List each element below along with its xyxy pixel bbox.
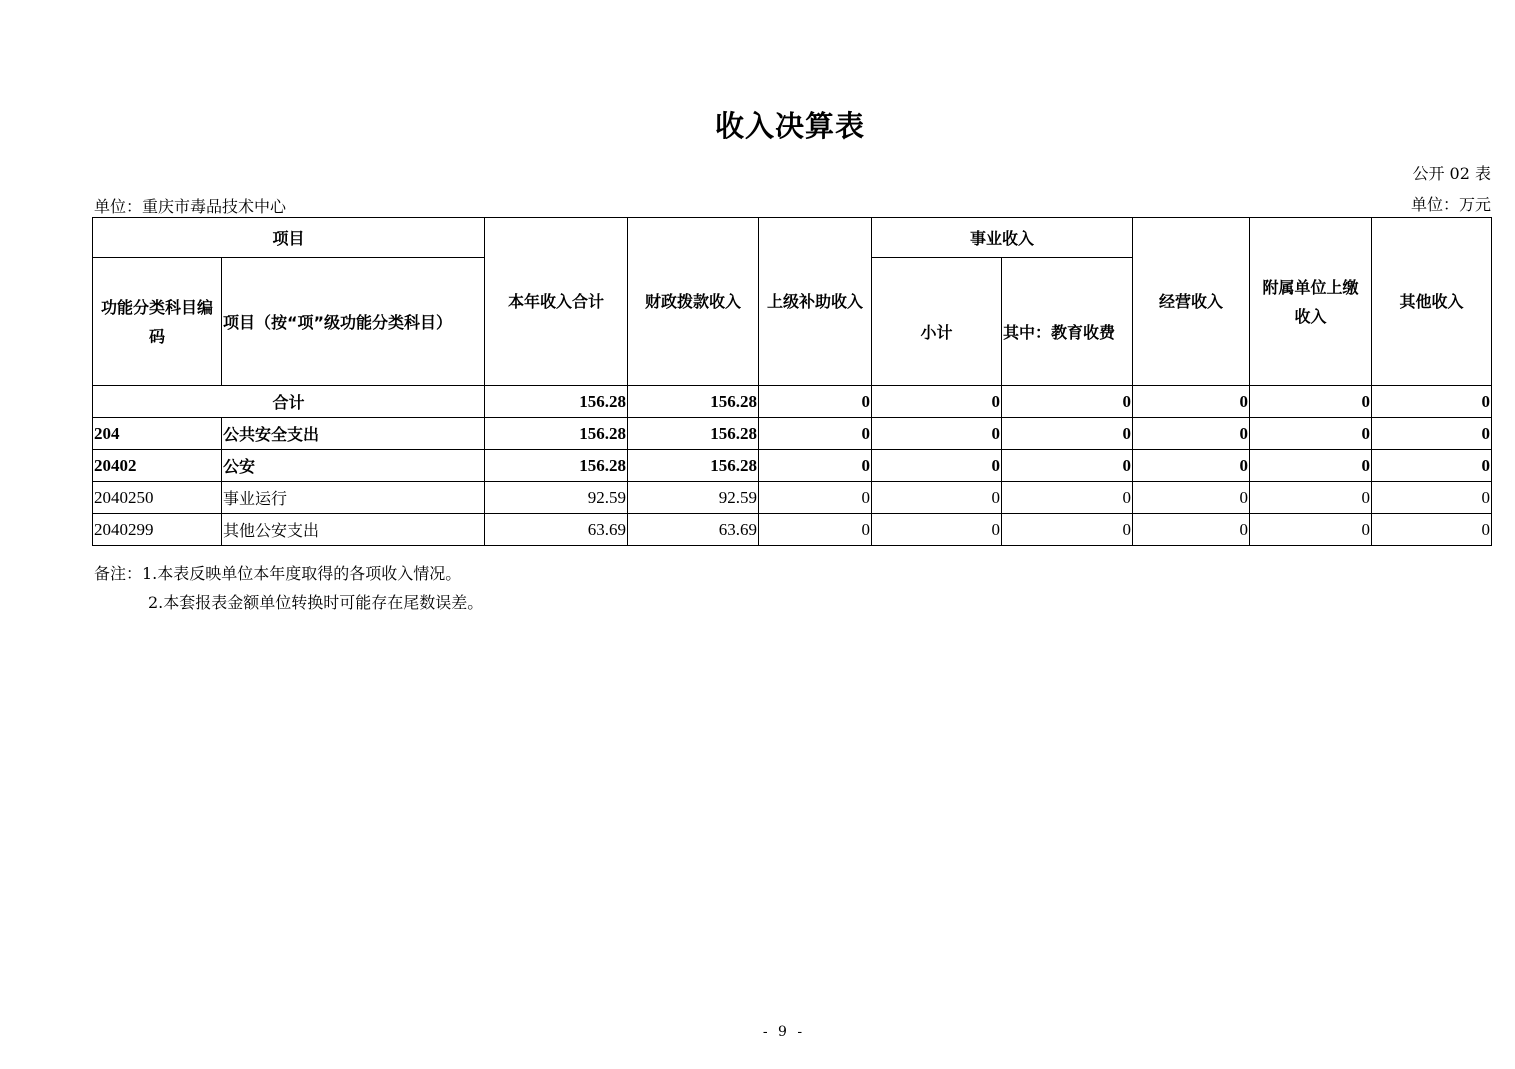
header-project: 项目: [93, 218, 485, 258]
cell-total: 63.69: [485, 514, 628, 546]
cell-operating: 0: [1133, 514, 1250, 546]
cell-code: 2040250: [93, 482, 222, 514]
cell-education: 0: [1002, 482, 1133, 514]
cell-superior: 0: [759, 418, 872, 450]
cell-subtotal: 0: [872, 418, 1002, 450]
note-line-2: 2.本套报表金额单位转换时可能存在尾数误差。: [148, 593, 484, 612]
cell-other: 0: [1372, 482, 1492, 514]
cell-operating: 0: [1133, 450, 1250, 482]
cell-operating: 0: [1133, 418, 1250, 450]
currency-unit: 单位：万元: [1410, 195, 1491, 214]
cell-education: 0: [1002, 450, 1133, 482]
cell-fiscal: 92.59: [628, 482, 759, 514]
table-row: [93, 482, 1492, 514]
cell-affiliated: 0: [1250, 386, 1372, 418]
table-row: [93, 514, 1492, 546]
page-title: 收入决算表: [714, 109, 865, 143]
cell-subtotal: 0: [872, 450, 1002, 482]
cell-code: 20402: [93, 450, 222, 482]
form-number: 公开 02 表: [1412, 164, 1491, 183]
cell-code: 204: [93, 418, 222, 450]
cell-operating: 0: [1133, 482, 1250, 514]
cell-code: 2040299: [93, 514, 222, 546]
cell-name: 公共安全支出: [222, 418, 485, 450]
header-superior: 上级补助收入: [759, 218, 872, 386]
cell-fiscal: 156.28: [628, 450, 759, 482]
row-total-label: 合计: [93, 386, 485, 418]
cell-other: 0: [1372, 450, 1492, 482]
header-fiscal: 财政拨款收入: [628, 218, 759, 386]
cell-other: 0: [1372, 514, 1492, 546]
header-business: 事业收入: [872, 218, 1133, 258]
cell-fiscal: 156.28: [628, 386, 759, 418]
cell-affiliated: 0: [1250, 418, 1372, 450]
cell-education: 0: [1002, 514, 1133, 546]
header-row-1: [93, 218, 1492, 258]
cell-other: 0: [1372, 386, 1492, 418]
cell-total: 156.28: [485, 418, 628, 450]
cell-education: 0: [1002, 418, 1133, 450]
cell-affiliated: 0: [1250, 450, 1372, 482]
cell-total: 156.28: [485, 386, 628, 418]
cell-total: 156.28: [485, 450, 628, 482]
note-line-1: 备注：1.本表反映单位本年度取得的各项收入情况。: [94, 564, 462, 583]
cell-affiliated: 0: [1250, 514, 1372, 546]
header-education: 其中：教育收费: [1002, 258, 1133, 386]
cell-fiscal: 156.28: [628, 418, 759, 450]
cell-name: 公安: [222, 450, 485, 482]
cell-operating: 0: [1133, 386, 1250, 418]
cell-name: 事业运行: [222, 482, 485, 514]
header-affiliated: 附属单位上缴收入: [1250, 218, 1372, 386]
cell-subtotal: 0: [872, 514, 1002, 546]
cell-affiliated: 0: [1250, 482, 1372, 514]
table-row: [93, 418, 1492, 450]
cell-subtotal: 0: [872, 386, 1002, 418]
header-other: 其他收入: [1372, 218, 1492, 386]
cell-superior: 0: [759, 514, 872, 546]
cell-education: 0: [1002, 386, 1133, 418]
header-operating: 经营收入: [1133, 218, 1250, 386]
cell-name: 其他公安支出: [222, 514, 485, 546]
page-number: - 9 -: [762, 1024, 806, 1040]
header-project-name: 项目（按“项”级功能分类科目）: [222, 258, 485, 386]
header-func-code: 功能分类科目编码: [93, 258, 222, 386]
income-table: [92, 217, 1492, 546]
cell-subtotal: 0: [872, 482, 1002, 514]
table-row: [93, 386, 1492, 418]
reporting-unit: 单位：重庆市毒品技术中心: [94, 197, 287, 216]
table-row: [93, 450, 1492, 482]
cell-fiscal: 63.69: [628, 514, 759, 546]
cell-superior: 0: [759, 386, 872, 418]
cell-superior: 0: [759, 450, 872, 482]
cell-total: 92.59: [485, 482, 628, 514]
cell-other: 0: [1372, 418, 1492, 450]
cell-superior: 0: [759, 482, 872, 514]
header-subtotal: 小计: [872, 258, 1002, 386]
header-total: 本年收入合计: [485, 218, 628, 386]
